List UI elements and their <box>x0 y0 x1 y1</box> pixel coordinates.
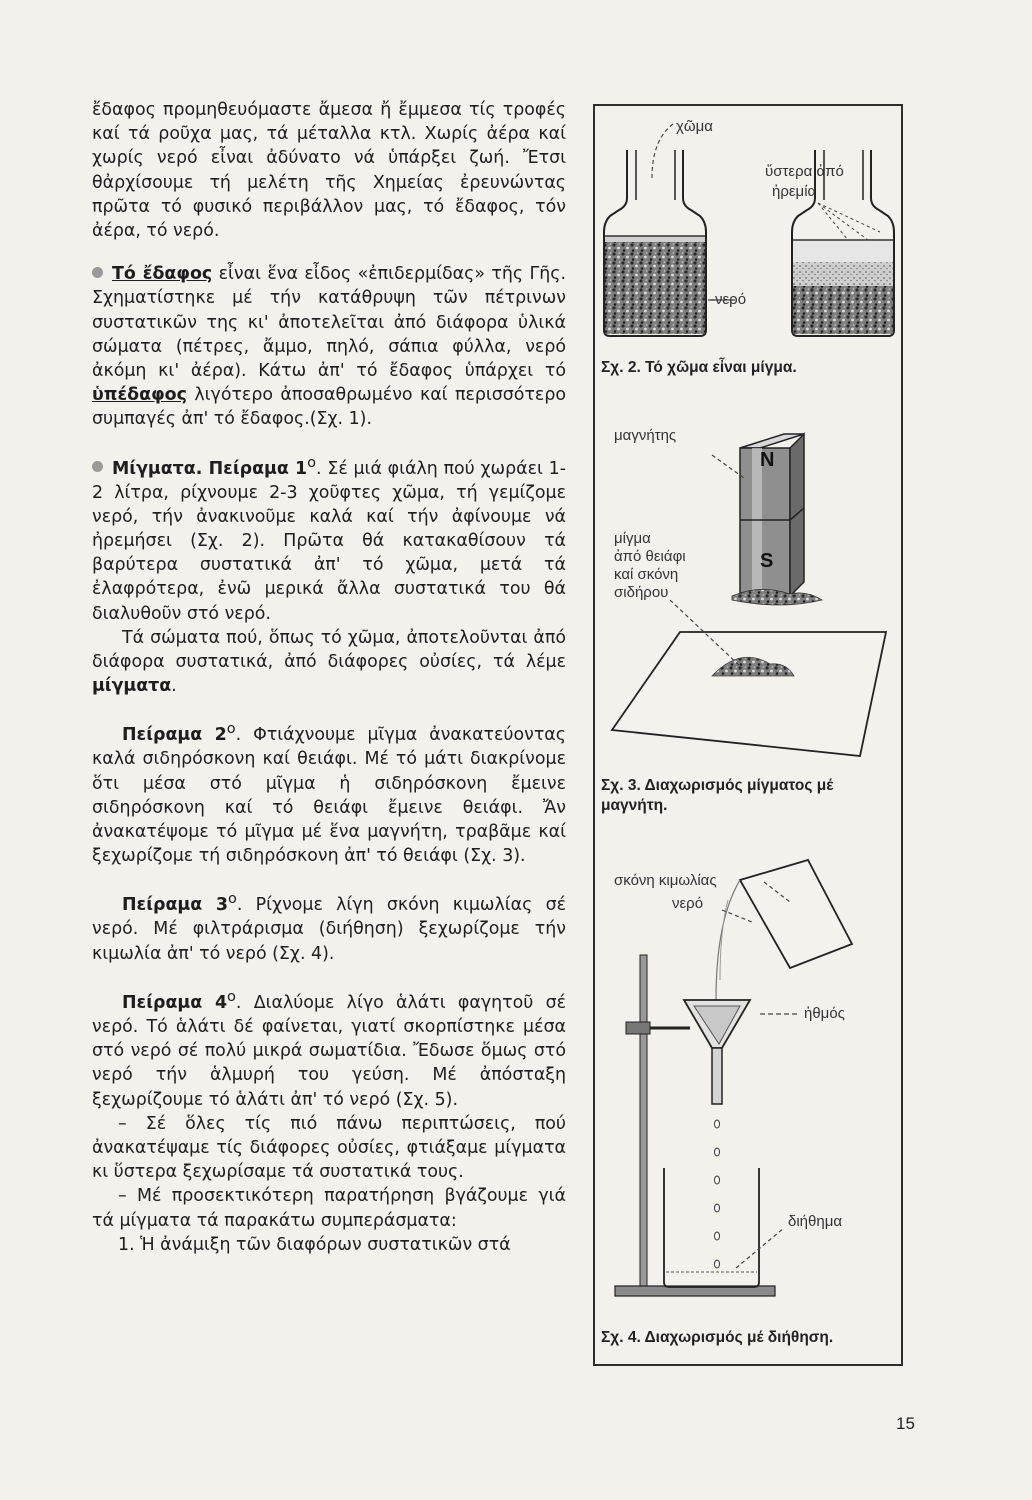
superscript-degree: ο <box>307 454 317 471</box>
label-magnet: μαγνήτης <box>614 427 677 444</box>
pouring-stream <box>716 880 740 1000</box>
definition-text: Τά σώματα πού, ὅπως τό χῶμα, ἀποτελοῦνται ἀπό διάφορα συστατικά, ἀπό διάφορες οὐσίες, τά λέμε <box>92 627 566 673</box>
iron-filings <box>732 589 822 605</box>
leader-after-rest <box>818 203 880 240</box>
label-after-rest-1: ὕστερα ἀπό <box>765 163 844 180</box>
label-mixture-4: σιδήρου <box>614 584 669 601</box>
paragraph-conclusions-intro: – Μέ προσεκτικότερη παρατήρηση βγάζουμε γιά τά μίγματα τά παρακάτω συμπεράσματα: <box>92 1186 566 1231</box>
label-filter: ἠθμός <box>804 1005 845 1022</box>
leader-soil <box>652 124 673 178</box>
heading-experiment-4: Πείραμα 4 <box>122 992 228 1013</box>
superscript-degree: ο <box>227 988 236 1005</box>
label-soil: χῶμα <box>676 118 713 135</box>
heading-mixtures-experiment-1: Μίγματα. Πείραμα 1 <box>112 458 308 479</box>
leader-magnet <box>712 455 744 478</box>
pole-north: N <box>760 449 775 471</box>
filter-funnel <box>684 1000 750 1104</box>
heading-experiment-3: Πείραμα 3 <box>122 895 229 916</box>
label-filtrate: διήθημα <box>788 1213 843 1230</box>
label-mixture-1: μίγμα <box>614 530 651 547</box>
leader-filtrate <box>736 1228 784 1268</box>
pouring-beaker <box>740 860 852 968</box>
label-mixture-3: καί σκόνη <box>614 566 679 583</box>
caption-fig3: Σχ. 3. Διαχωρισμός μίγματος μέ μαγνήτη. <box>601 777 834 814</box>
pole-south: S <box>760 550 774 572</box>
filtrate-drops <box>715 1120 720 1268</box>
label-water-fig4: νερό <box>672 895 704 912</box>
label-after-rest-2: ἠρεμία <box>772 183 817 200</box>
paragraph-conclusion-1: 1. Ἡ ἀνάμιξη τῶν διαφόρων συστατικῶν στά <box>118 1234 511 1255</box>
collecting-beaker <box>664 1168 759 1287</box>
caption-fig2: Σχ. 2. Τό χῶμα εἶναι μίγμα. <box>601 359 797 376</box>
label-water: -νερό <box>710 291 747 308</box>
paper-sheet <box>612 632 886 756</box>
experiment-4-text: . Διαλύομε λίγο ἁλάτι φαγητοῦ σέ νερό. Τό ἁλάτι δέ φαίνεται, γιατί σκορπίστηκε μέσα στό νερό σέ πολύ μικρά σωματίδια. Ἔδωσε ὅμως στό νερό τήν ἁλμυρή του γεύση. Μέ ἀπόσταξη ξεχωρίζουμε τό ἁλάτι ἀπ' τό νερό (Σχ. 5). <box>92 992 566 1110</box>
paragraph-summary: – Σέ ὅλες τίς πιό πάνω περιπτώσεις, πού ἀνακατέψαμε τίς διάφορες οὐσίες, φτιάξαμε μίγματα κι ὕστερα ξεχωρίσαμε τά συστατικά τους. <box>92 1113 566 1183</box>
superscript-degree: ο <box>226 721 236 738</box>
soil-text-a: εἶναι ἕνα εἶδος «ἐπιδερμίδας» τῆς Γῆς. Σχηματίστηκε μέ τήν κατάθρυψη τῶν πέτρινων συστατικῶν της κι' ἀποτελεῖται ἀπό διάφορα ὑλικά σώματα (πέτρες, ἄμμο, πηλό, σάπια φύλλα, νερό ἀκόμη κι' ἀέρα). Κάτω ἀπ' τό ἔδαφος ὑπάρχει τό <box>92 264 566 382</box>
term-mixtures: μίγματα <box>92 676 172 697</box>
page-number: 15 <box>896 1414 915 1433</box>
experiment-1-text: . Σέ μιά φιάλη πού χωράει 1-2 λίτρα, ρίχνουμε 2-3 χοῦφτες χῶμα, τή γεμίζομε νερό, τήν ἀνακινοῦμε καλά καί τήν ἀφίνουμε νά ἠρεμήσει (Σχ. 2). Πρῶτα θά κατακαθίσουν τά βαρύτερα συστατικά ἀπ' τό χῶμα, μετά τά ἐλαφρότερα, ἐνῶ μερικά ἄλλα συστατικά του θά διαλυθοῦν στό νερό. <box>92 458 567 624</box>
term-subsoil: ὑπέδαφος <box>92 385 187 406</box>
experiment-2-text: . Φτιάχνουμε μῖγμα ἀνακατεύοντας καλά σιδηρόσκονη καί θειάφι. Μέ τό μάτι διακρίνομε ὅτι μέσα στό μῖγμα ἡ σιδηρόσκονη ἔμεινε σιδηρόσκονη καί τό θειάφι ἔμεινε θειάφι. Ἄν ἀνακατέψομε τό μῖγμα μέ ἕνα μαγνήτη, τραβᾶμε καί ξεχωρίζομε τή σιδηρόσκονη ἀπ' τό θειάφι (Σχ. 3). <box>92 725 566 867</box>
bottle-mixed-soil <box>604 150 706 336</box>
label-chalk-powder: σκόνη κιμωλίας <box>614 872 717 889</box>
term-soil: Τό ἔδαφος <box>112 264 213 285</box>
paragraph-intro: ἔδαφος προμηθευόμαστε ἄμεσα ἤ ἔμμεσα τίς τροφές καί τά ροῦχα μας, τά μέταλλα κτλ. Χωρίς ἀέρα καί χωρίς νερό εἶναι ἀδύνατο νά ὑπάρξει ζωή. Ἔτσι θἀρχίσουμε τή μελέτη τῆς Χημείας ἐρευνώντας πρῶτα τό φυσικό περιβάλλον μας, τό ἔδαφος, τόν ἀέρα, τό νερό. <box>92 100 566 242</box>
superscript-degree: ο <box>228 891 237 908</box>
caption-fig4: Σχ. 4. Διαχωρισμός μέ διήθηση. <box>601 1329 834 1346</box>
soil-text-b: λιγότερο ἀποσαθρωμένο καί περισσότερο συμπαγές ἀπ' τό ἔδαφος.(Σχ. 1). <box>92 385 566 430</box>
definition-end: . <box>171 676 177 697</box>
experiment-3-text: . Ρίχνομε λίγη σκόνη κιμωλίας σέ νερό. Μέ φιλτράρισμα (διήθηση) ξεχωρίζομε τήν κιμωλία ἀπ' τό νερό (Σχ. 4). <box>92 895 566 964</box>
heading-experiment-2: Πείραμα 2 <box>122 725 227 746</box>
label-mixture-2: ἀπό θειάφι <box>614 548 686 565</box>
